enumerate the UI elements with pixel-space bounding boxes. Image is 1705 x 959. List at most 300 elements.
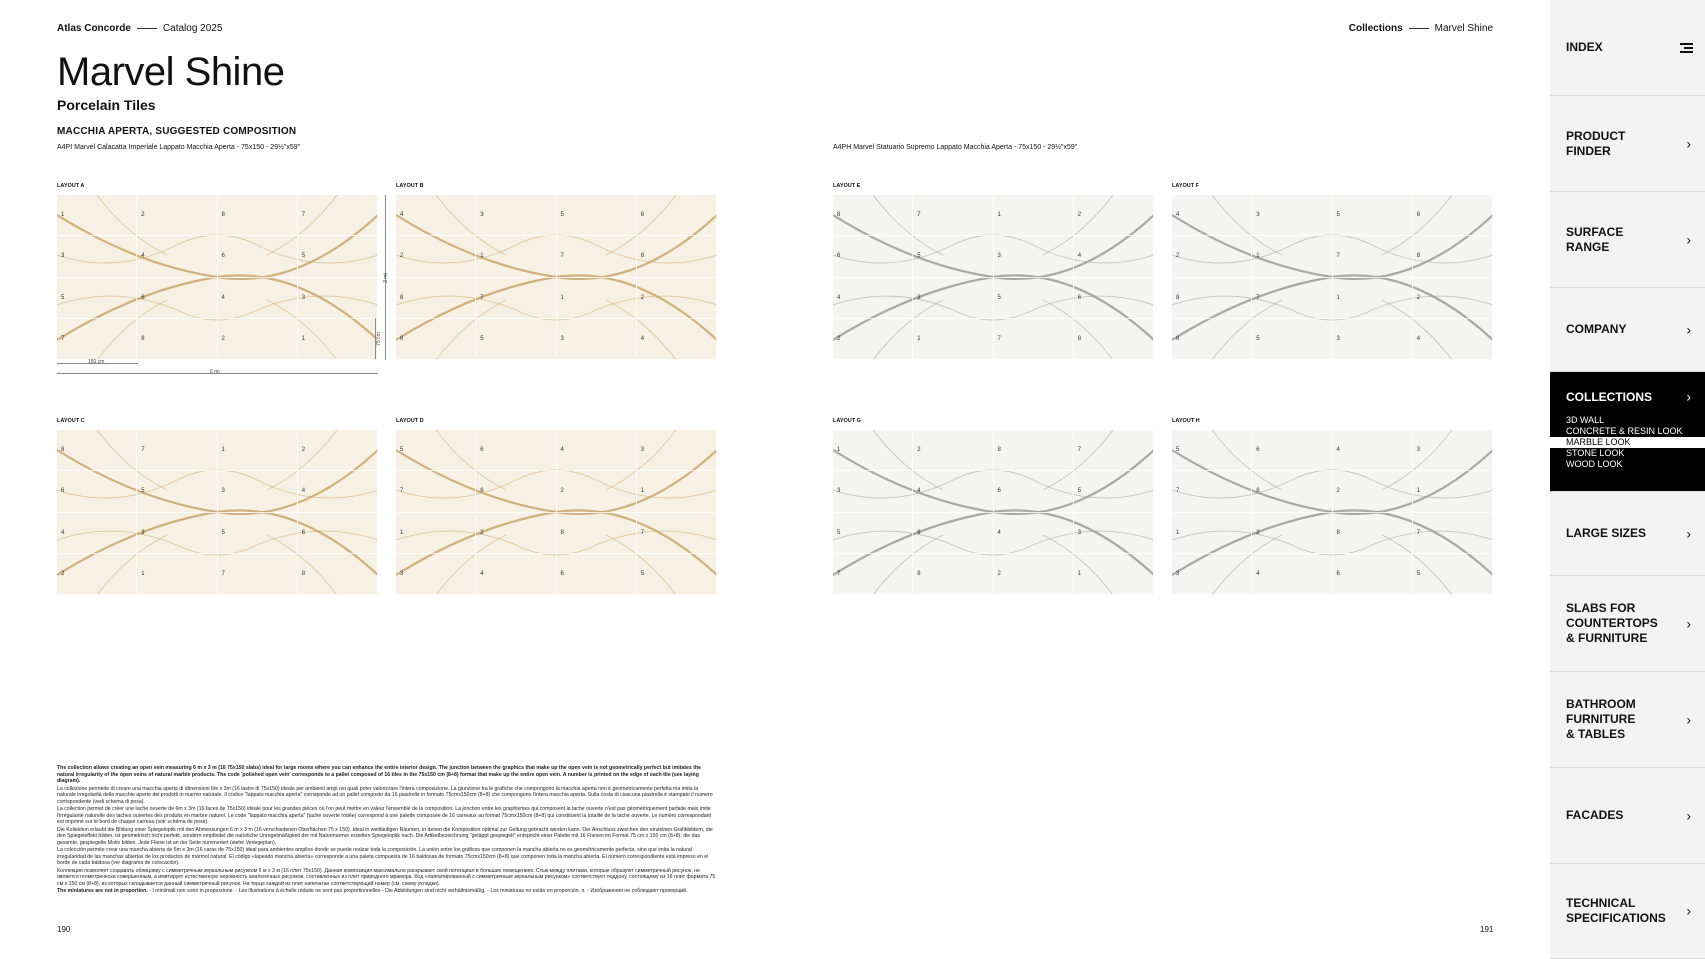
tile-number: 6: [640, 212, 645, 219]
tile-number: 3: [1077, 529, 1082, 536]
tile-number: 2: [640, 294, 645, 301]
menu-icon[interactable]: [1680, 41, 1693, 55]
tile-cell: [476, 195, 556, 236]
tile-number: 4: [400, 212, 404, 219]
tile-number: 8: [560, 529, 564, 536]
tile-cell: [557, 319, 637, 360]
tile-number: 8: [301, 570, 306, 577]
submenu-item[interactable]: 3D WALL: [1566, 415, 1605, 425]
tile-number: 3: [837, 488, 841, 495]
tile-number: 2: [1256, 529, 1260, 536]
tile-cell: [1074, 195, 1154, 236]
layout-label: LAYOUT G: [833, 418, 861, 424]
chevron-right-icon: ›: [1686, 711, 1691, 727]
tile-number: 7: [400, 488, 404, 495]
layout-label: LAYOUT F: [1172, 183, 1199, 189]
chevron-right-icon: ›: [1686, 231, 1691, 247]
tile-cell: [833, 278, 913, 319]
tile-cell: [1172, 236, 1252, 277]
tile-number: 7: [997, 335, 1001, 342]
layout-tile-image: [396, 195, 717, 360]
tile-cell: [1074, 319, 1154, 360]
tile-grid: [57, 195, 378, 360]
tile-cell: [994, 430, 1074, 471]
tile-cell: [218, 554, 298, 595]
tile-cell: [137, 554, 217, 595]
nav-label: TECHNICAL SPECIFICATIONS: [1566, 896, 1666, 925]
tile-number: 8: [917, 570, 921, 577]
tile-cell: [1172, 554, 1252, 595]
tile-cell: [913, 513, 993, 554]
tile-number: 6: [1256, 447, 1260, 454]
tile-number: 3: [61, 253, 65, 260]
tile-cell: [57, 471, 137, 512]
tile-number: 3: [1256, 212, 1260, 219]
body-ru: Коллекция позволяет создавать облицовку с симметричным зеркальным рисунком 6 м x 3 м (16 плит 75x150). Данная композиция максимально раскрывает свой потенциал в больших помещениях. Стык между плитами, которые образуют симметричный рисунок, не является геометрически совершенным, а имитирует естественную неровность аналогичных рисунков, составленных из плит природного мрамора. Код «лаппатированный с симметричным зеркальным рисунком» соответствует поддону, состоящему из 16 плит формата 75 см x 150 см (8+8), из которых складывается данный симметричный рисунок. На торце каждой из плит напечатан соответствующий номер (см. схему укладки).: [57, 867, 716, 887]
tile-number: 5: [301, 253, 306, 260]
tile-number: 1: [997, 212, 1001, 219]
divider: [137, 28, 157, 29]
tile-number: 7: [837, 570, 841, 577]
tile-cell: [833, 513, 913, 554]
page-number-right: 191: [1480, 925, 1494, 934]
tile-cell: [1413, 195, 1493, 236]
tile-number: 6: [480, 447, 484, 454]
tile-cell: [476, 513, 556, 554]
tile-cell: [833, 471, 913, 512]
tile-grid: [57, 430, 378, 595]
tile-cell: [1074, 236, 1154, 277]
tile-cell: [396, 430, 476, 471]
tile-cell: [1333, 554, 1413, 595]
tile-width-label: 150 cm: [88, 359, 105, 365]
tile-number: 2: [1336, 488, 1340, 495]
tile-number: 3: [917, 294, 921, 301]
tile-cell: [1252, 513, 1332, 554]
tile-cell: [1252, 236, 1332, 277]
tile-number: 3: [1416, 447, 1421, 454]
tile-cell: [218, 430, 298, 471]
layout-tile-image: [57, 195, 378, 360]
body-de: Die Kollektion erlaubt die Bildung einer Spiegeloptik mit den Abmessungen 6 m x 3 m (16 verschiedenen Oberflächen 75 x 150). Ideal in weitläufigen Räumen, in denen die Komposition optimal zur Geltung gebracht werden kann. Der Anschluss zwischen den einzelnen Grafikbildern, die den Spiegeleffekt bilden, ist geometrisch nicht perfekt, sondern empfindet die natürliche Unregelmäßigkeit der mit Naturmarmor erzielten Spiegeloptik nach. Die Artikelbezeichnung "geläppt gespiegelt" entspricht einer Palette mit 16 Fliesen im Format 75 cm x 150 cm (8+8), die das gesamte, gespiegelte Motiv bilden. Jede Fliese ist an der Seite nummeriert (siehe Verlegeplan).: [57, 826, 713, 846]
nav-technical-specifications[interactable]: [1550, 864, 1705, 959]
nav-label: SURFACE RANGE: [1566, 224, 1624, 254]
tile-number: 6: [1336, 570, 1340, 577]
divider: [1409, 28, 1429, 29]
right-product-desc: A4PH Marvel Statuario Supremo Lappato Macchia Aperta - 75x150 - 29½"x59": [833, 144, 1078, 151]
tile-number: 5: [1077, 488, 1082, 495]
tile-number: 6: [61, 488, 65, 495]
tile-number: 2: [141, 212, 145, 219]
body-es: La colección permite crear una mancha abierta de 6m x 3m (16 caras de 75x150) ideal para ambientes amplios donde se puede realzar toda la composición. La unión entre los gráficos que componen la mancha abierta no es geométricamente perfecta, sino que imita la natural irregularidad de las manchas abiertas de los productos de mármol natural. El código «lapeado mancha abierta» corresponde a una paleta compuesta de 16 baldosas de formato 75cmx150cm (8+8) que componen toda la mancha abierta. El número correspondiente está impreso en el borde de cada baldosa (ver diagrama de colocación).: [57, 847, 709, 866]
tile-number: 5: [1176, 447, 1180, 454]
tile-number: 6: [1416, 212, 1421, 219]
tile-number: 3: [221, 488, 225, 495]
tile-number: 4: [480, 570, 484, 577]
sidebar-nav: [1550, 0, 1705, 959]
tile-cell: [1252, 319, 1332, 360]
tile-cell: [396, 278, 476, 319]
tile-number: 2: [1416, 294, 1421, 301]
tile-cell: [476, 319, 556, 360]
layout-tile-image: [1172, 430, 1493, 595]
tile-number: 8: [141, 335, 145, 342]
tile-cell: [1333, 319, 1413, 360]
tile-number: 2: [1176, 253, 1180, 260]
tile-number: 8: [640, 253, 645, 260]
tile-cell: [476, 471, 556, 512]
layout-tile-image: [833, 430, 1154, 595]
tile-cell: [396, 513, 476, 554]
layout-label: LAYOUT B: [396, 183, 424, 189]
tile-number: 4: [1336, 447, 1340, 454]
tile-number: 1: [917, 335, 921, 342]
nav-surface-range[interactable]: [1550, 192, 1705, 288]
tile-cell: [476, 278, 556, 319]
tile-cell: [218, 471, 298, 512]
nav-collections[interactable]: [1550, 372, 1705, 492]
tile-cell: [1413, 471, 1493, 512]
tile-cell: [218, 278, 298, 319]
submenu-item[interactable]: WOOD LOOK: [1566, 459, 1623, 469]
tile-cell: [637, 236, 717, 277]
tile-cell: [298, 430, 378, 471]
tile-cell: [913, 278, 993, 319]
tile-number: 2: [480, 529, 484, 536]
layout-label: LAYOUT A: [57, 183, 85, 189]
nav-facades[interactable]: [1550, 768, 1705, 864]
tile-number: 5: [837, 529, 841, 536]
tile-number: 4: [917, 488, 921, 495]
tile-number: 3: [1336, 335, 1340, 342]
tile-number: 5: [480, 335, 484, 342]
tile-number: 2: [1077, 212, 1082, 219]
nav-company[interactable]: [1550, 288, 1705, 372]
tile-number: 8: [1256, 488, 1260, 495]
tile-cell: [298, 236, 378, 277]
tile-cell: [913, 236, 993, 277]
tile-cell: [57, 195, 137, 236]
submenu-item[interactable]: MARBLE LOOK: [1550, 437, 1705, 448]
tile-number: 4: [560, 447, 564, 454]
header-section: Collections: [1348, 23, 1403, 34]
proportion-note: [57, 888, 717, 895]
tile-number: 4: [141, 253, 145, 260]
tile-number: 1: [480, 253, 484, 260]
tile-number: 6: [221, 253, 225, 260]
tile-number: 5: [997, 294, 1001, 301]
tile-cell: [557, 513, 637, 554]
submenu-item[interactable]: CONCRETE & RESIN LOOK: [1566, 426, 1683, 436]
tile-cell: [218, 513, 298, 554]
tile-number: 3: [1176, 570, 1180, 577]
tile-number: 8: [400, 294, 404, 301]
header-right: [1349, 23, 1493, 34]
tile-number: 7: [141, 447, 145, 454]
tile-number: 7: [1336, 253, 1340, 260]
layout-label: LAYOUT C: [57, 418, 85, 424]
nav-label: FACADES: [1566, 808, 1624, 822]
tile-cell: [298, 513, 378, 554]
tile-cell: [1413, 319, 1493, 360]
body-en: The collection allows creating an open vein measuring 6 m x 3 m (16 75x150 slabs) ideal for large rooms where you can enhance the entire interior design. The junction between the graphics that make up the open vein is not geometrically perfect but imitates the natural irregularity of the open veins of natural marble products. The code 'polished open vein' corresponds to a pallet composed of 16 tiles in the 75x150 cm (8+8) format that make up the entire open vein. A number is printed on the edge of each tile (see laying diagram).: [57, 765, 701, 784]
tile-number: 2: [560, 488, 564, 495]
tile-number: 5: [1256, 335, 1260, 342]
tile-cell: [1172, 278, 1252, 319]
tile-cell: [1333, 278, 1413, 319]
chevron-right-icon: ›: [1686, 321, 1691, 337]
tile-cell: [833, 319, 913, 360]
tile-cell: [1252, 554, 1332, 595]
tile-cell: [557, 236, 637, 277]
tile-cell: [637, 278, 717, 319]
tile-number: 1: [1077, 570, 1082, 577]
tile-cell: [396, 236, 476, 277]
layout-tile-image: [1172, 195, 1493, 360]
tile-number: 6: [301, 529, 306, 536]
tile-number: 3: [997, 253, 1001, 260]
tile-cell: [994, 195, 1074, 236]
nav-label: SLABS FOR COUNTERTOPS & FURNITURE: [1566, 601, 1658, 645]
tile-cell: [994, 278, 1074, 319]
layout-label: LAYOUT E: [833, 183, 861, 189]
tile-cell: [57, 278, 137, 319]
tile-cell: [1172, 471, 1252, 512]
tile-number: 5: [640, 570, 645, 577]
tile-number: 7: [1077, 447, 1082, 454]
tile-cell: [137, 195, 217, 236]
chevron-right-icon: ›: [1686, 902, 1691, 919]
tile-number: 5: [1336, 212, 1340, 219]
nav-large-sizes[interactable]: [1550, 492, 1705, 576]
tile-cell: [557, 278, 637, 319]
tile-number: 8: [837, 212, 841, 219]
nav-bathroom-furniture-tables[interactable]: [1550, 672, 1705, 768]
tile-number: 2: [61, 570, 65, 577]
header-left: [57, 23, 222, 34]
tile-cell: [1172, 513, 1252, 554]
tile-number: 1: [301, 335, 306, 342]
tile-number: 7: [480, 294, 484, 301]
tile-cell: [1413, 278, 1493, 319]
tile-number: 8: [221, 212, 225, 219]
tile-number: 5: [560, 212, 564, 219]
tile-number: 8: [61, 447, 65, 454]
tile-number: 5: [917, 253, 921, 260]
tile-cell: [137, 430, 217, 471]
tile-cell: [1333, 236, 1413, 277]
body-text: [57, 765, 717, 896]
nav-label: LARGE SIZES: [1566, 526, 1647, 540]
tile-number: 8: [1077, 335, 1082, 342]
tile-cell: [913, 554, 993, 595]
nav-label: BATHROOM FURNITURE & TABLES: [1566, 697, 1636, 741]
tile-cell: [57, 513, 137, 554]
page-number-left: 190: [57, 925, 71, 934]
tile-cell: [218, 236, 298, 277]
page-subtitle: Porcelain Tiles: [57, 97, 156, 113]
header-page: Marvel Shine: [1434, 23, 1493, 34]
tile-cell: [476, 430, 556, 471]
tile-cell: [1074, 471, 1154, 512]
nav-product-finder[interactable]: [1550, 96, 1705, 192]
tile-cell: [637, 319, 717, 360]
tile-number: 7: [1416, 529, 1421, 536]
tile-number: 5: [400, 447, 404, 454]
tile-cell: [1172, 319, 1252, 360]
tile-cell: [1252, 278, 1332, 319]
nav-label: COMPANY: [1566, 322, 1627, 336]
tile-cell: [557, 195, 637, 236]
tile-cell: [913, 430, 993, 471]
tile-cell: [833, 430, 913, 471]
tile-cell: [994, 236, 1074, 277]
tile-number: 8: [1176, 294, 1180, 301]
tile-number: 4: [1256, 570, 1260, 577]
tile-number: 6: [917, 529, 921, 536]
tile-cell: [298, 195, 378, 236]
tile-cell: [57, 236, 137, 277]
tile-number: 7: [917, 212, 921, 219]
total-width-label: 6 mt: [210, 369, 220, 375]
tile-grid: [1172, 195, 1493, 360]
tile-cell: [913, 195, 993, 236]
layout-label: LAYOUT H: [1172, 418, 1200, 424]
tile-cell: [137, 278, 217, 319]
tile-number: 1: [1336, 294, 1340, 301]
tile-number: 6: [560, 570, 564, 577]
tile-cell: [137, 236, 217, 277]
tile-cell: [137, 513, 217, 554]
tile-number: 4: [1176, 212, 1180, 219]
layout-tile-image: [57, 430, 378, 595]
nav-label: COLLECTIONS: [1566, 390, 1652, 404]
tile-cell: [396, 554, 476, 595]
tile-grid: [833, 195, 1154, 360]
tile-number: 7: [560, 253, 564, 260]
tile-cell: [137, 471, 217, 512]
tile-cell: [1252, 430, 1332, 471]
tile-number: 5: [61, 294, 65, 301]
tile-cell: [476, 236, 556, 277]
tile-cell: [396, 195, 476, 236]
tile-grid: [833, 430, 1154, 595]
tile-cell: [396, 319, 476, 360]
tile-number: 7: [221, 570, 225, 577]
tile-cell: [476, 554, 556, 595]
tile-number: 1: [141, 570, 145, 577]
tile-cell: [298, 471, 378, 512]
tile-number: 3: [400, 570, 404, 577]
layout-tile-image: [396, 430, 717, 595]
tile-cell: [1074, 513, 1154, 554]
layout-tile-image: [833, 195, 1154, 360]
tile-cell: [994, 471, 1074, 512]
tile-cell: [1074, 430, 1154, 471]
tile-cell: [994, 319, 1074, 360]
tile-number: 2: [221, 335, 225, 342]
tile-cell: [1333, 471, 1413, 512]
tile-number: 5: [141, 488, 145, 495]
tile-number: 1: [400, 529, 404, 536]
brand-name: Atlas Concorde: [57, 23, 131, 34]
nav-label: PRODUCT FINDER: [1566, 128, 1626, 158]
chevron-right-icon: ›: [1686, 135, 1691, 151]
tile-cell: [298, 319, 378, 360]
tile-number: 1: [1256, 253, 1260, 260]
tile-number: 7: [1256, 294, 1260, 301]
tile-number: 6: [400, 335, 404, 342]
note-bold: The miniatures are not in proportion.: [57, 888, 148, 894]
tile-cell: [1074, 554, 1154, 595]
chevron-right-icon: ›: [1686, 388, 1691, 405]
tile-cell: [557, 554, 637, 595]
tile-cell: [57, 554, 137, 595]
tile-number: 7: [301, 212, 306, 219]
tile-number: 1: [221, 447, 225, 454]
tile-cell: [57, 319, 137, 360]
tile-cell: [1074, 278, 1154, 319]
tile-number: 5: [221, 529, 225, 536]
tile-cell: [637, 554, 717, 595]
tile-cell: [1252, 471, 1332, 512]
tile-height-label: 75 cm: [375, 332, 382, 346]
submenu-item[interactable]: STONE LOOK: [1566, 448, 1625, 458]
tile-cell: [1413, 554, 1493, 595]
tile-number: 3: [301, 294, 306, 301]
nav-index[interactable]: [1550, 0, 1705, 96]
tile-number: 6: [141, 294, 145, 301]
tile-cell: [396, 471, 476, 512]
tile-number: 4: [301, 488, 306, 495]
collections-submenu: [1566, 415, 1705, 470]
tile-number: 7: [61, 335, 65, 342]
tile-cell: [637, 513, 717, 554]
tile-cell: [833, 195, 913, 236]
tile-cell: [994, 513, 1074, 554]
tile-cell: [298, 278, 378, 319]
tile-number: 2: [837, 335, 841, 342]
tile-cell: [994, 554, 1074, 595]
tile-cell: [298, 554, 378, 595]
tile-number: 1: [61, 212, 65, 219]
body-fr: La collection permet de créer une tache ouverte de 6m x 3m (16 faces de 75x150) idéale pour les grandes pièces où l'on peut mettre en valeur l'ensemble de la composition. La jonction entre les graphismes qui composent la tache ouverte n'est pas géométriquement parfaite mais imite l'irrégularité naturelle des taches ouvertes des produits en marbre naturel. Le code "lappato macchia aperta" (tache ouverte rodée) correspond à une palette composée de 16 carreaux au format 75cmx150cm (8+8) qui constituent la totalité de la tache ouverte. Le numéro correspondant est imprimé sur le bord de chaque carreau (voir schéma de pose).: [57, 806, 711, 825]
tile-number: 1: [1416, 488, 1421, 495]
tile-cell: [1413, 236, 1493, 277]
tile-number: 4: [640, 335, 645, 342]
tile-number: 4: [1077, 253, 1082, 260]
tile-number: 7: [1176, 488, 1180, 495]
chevron-right-icon: ›: [1686, 615, 1691, 631]
tile-cell: [1333, 513, 1413, 554]
tile-cell: [1413, 430, 1493, 471]
tile-cell: [637, 195, 717, 236]
tile-number: 4: [221, 294, 225, 301]
tile-number: 3: [141, 529, 145, 536]
tile-cell: [1333, 195, 1413, 236]
nav-slabs-for-countertops-furniture[interactable]: [1550, 576, 1705, 672]
tile-cell: [218, 319, 298, 360]
nav-index-label: INDEX: [1566, 40, 1603, 54]
tile-number: 1: [1176, 529, 1180, 536]
tile-number: 3: [480, 212, 484, 219]
tile-cell: [137, 319, 217, 360]
tile-number: 3: [560, 335, 564, 342]
tile-cell: [218, 195, 298, 236]
section-title: MACCHIA APERTA, SUGGESTED COMPOSITION: [57, 126, 297, 137]
total-height-label: 3 mt: [382, 273, 389, 283]
tile-number: 8: [1336, 529, 1340, 536]
